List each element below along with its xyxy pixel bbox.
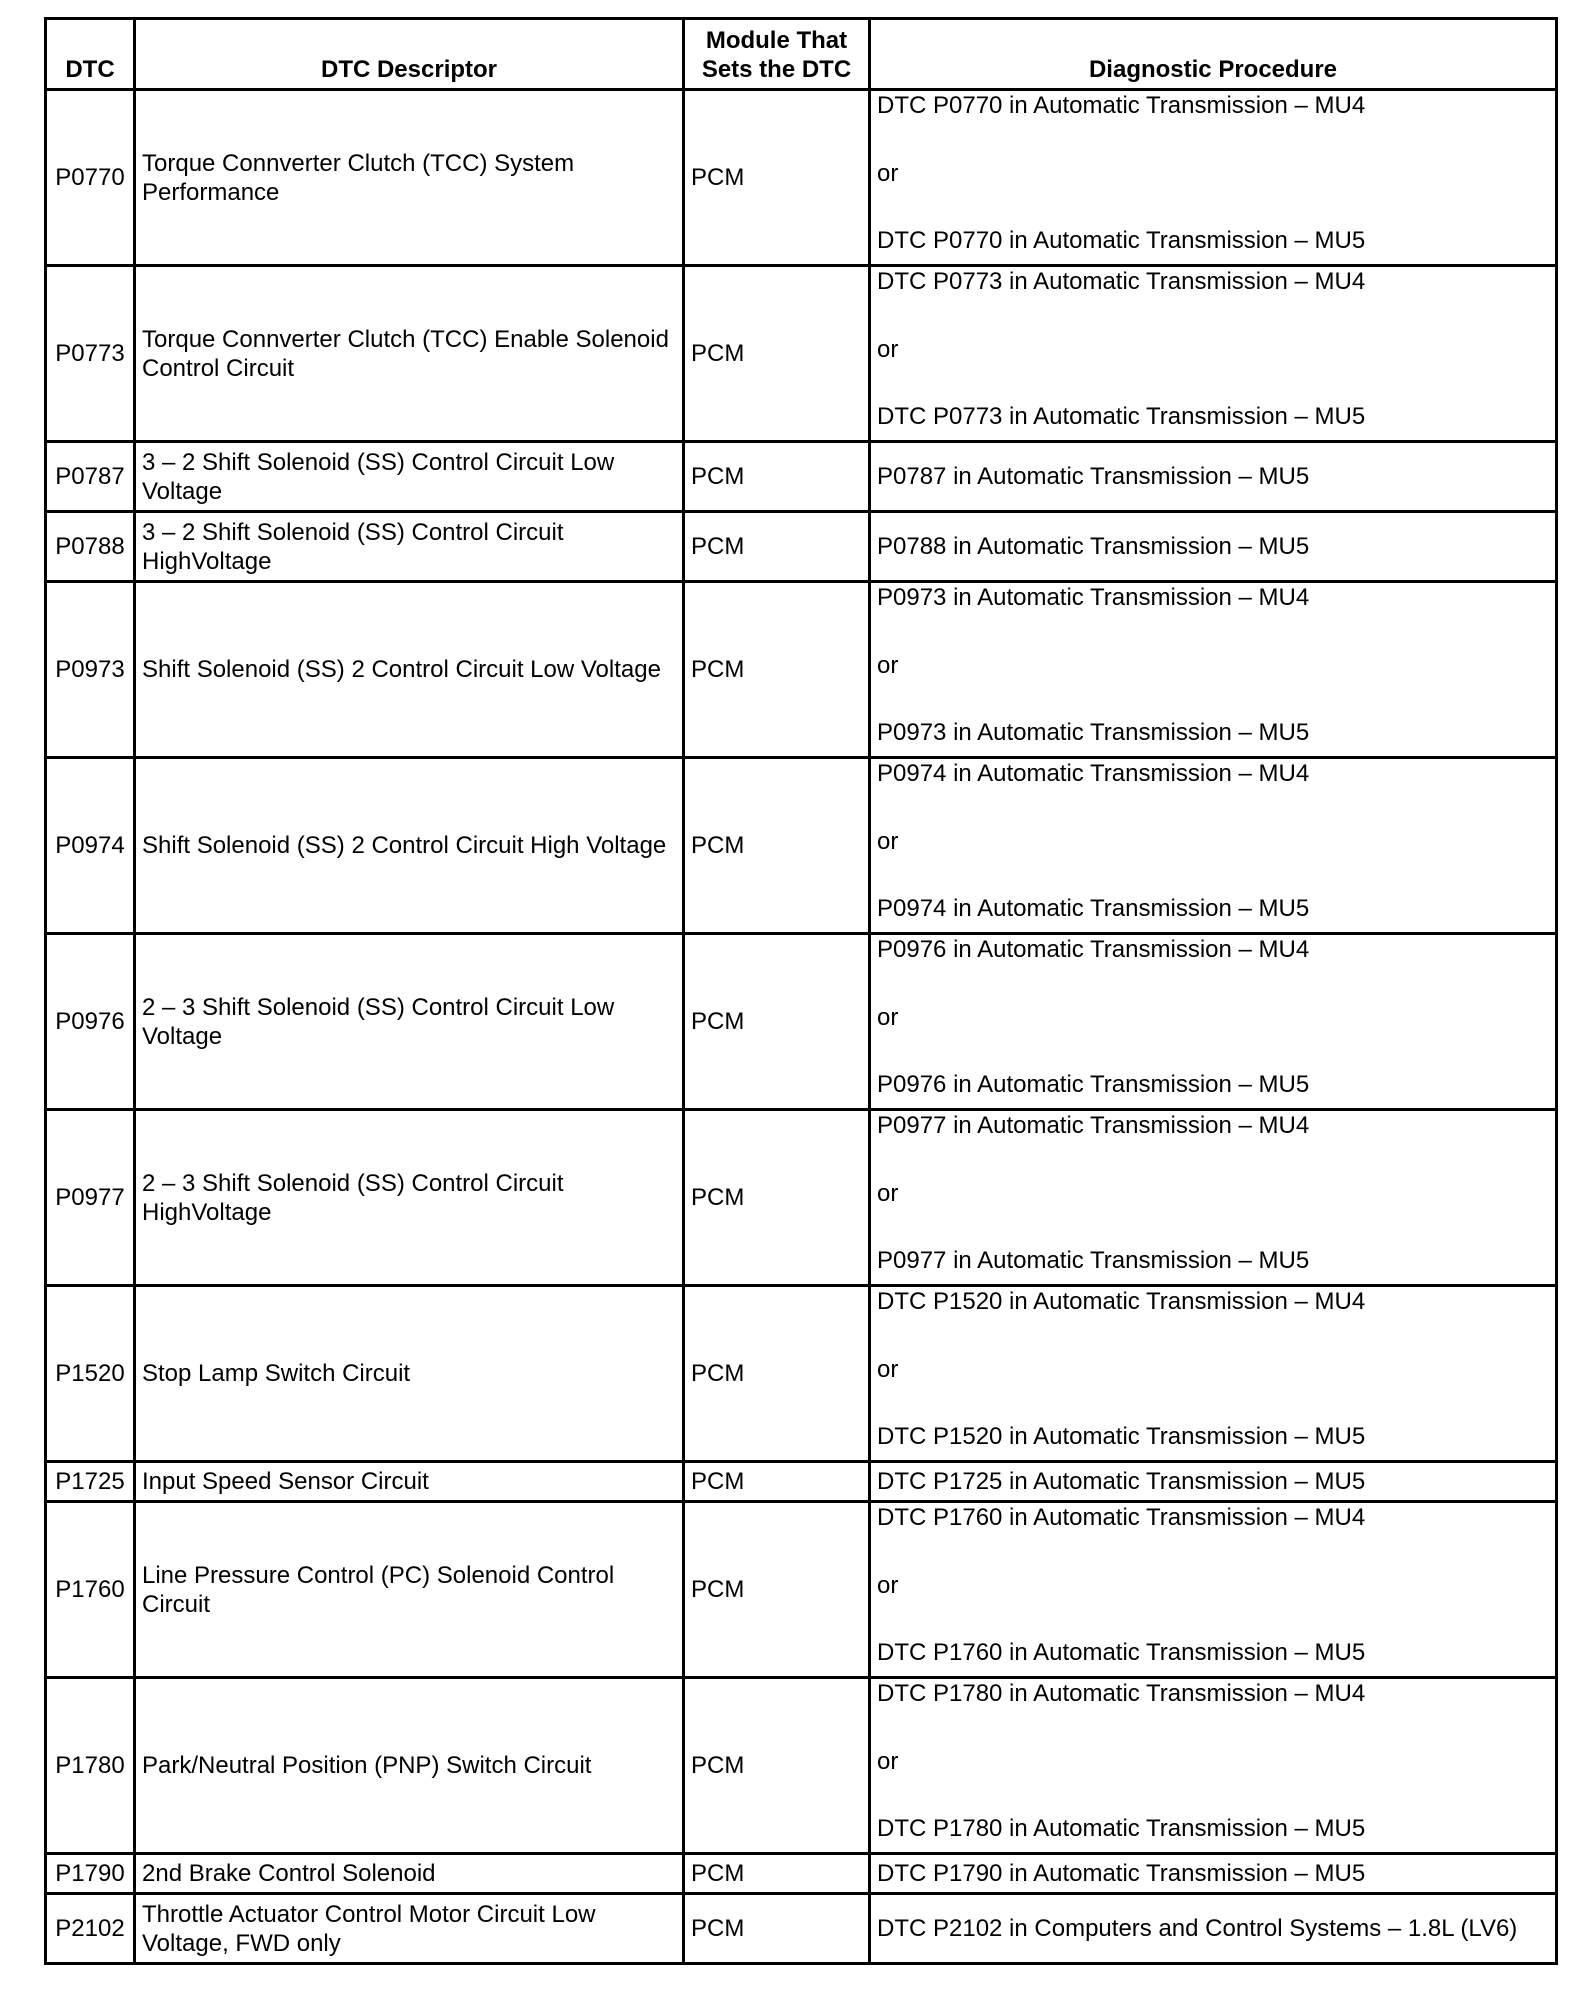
dtc-descriptor: Torque Connverter Clutch (TCC) Enable Solenoid Control Circuit bbox=[135, 266, 684, 442]
table-row bbox=[46, 1110, 1557, 1286]
module: PCM bbox=[684, 1854, 870, 1894]
module: PCM bbox=[684, 266, 870, 442]
diagnostic-procedure bbox=[870, 582, 1557, 758]
header-module bbox=[684, 19, 870, 90]
module: PCM bbox=[684, 90, 870, 266]
procedure-line: DTC P0773 in Automatic Transmission – MU4 bbox=[877, 268, 1366, 295]
procedure-stack bbox=[877, 935, 1549, 1099]
module: PCM bbox=[684, 512, 870, 582]
procedure-or: or bbox=[877, 159, 899, 187]
table-row bbox=[46, 1502, 1557, 1678]
diagnostic-procedure bbox=[870, 1286, 1557, 1462]
dtc-code: P2102 bbox=[46, 1894, 135, 1964]
dtc-code: P0787 bbox=[46, 442, 135, 512]
procedure-or: or bbox=[877, 1571, 899, 1599]
table-row bbox=[46, 442, 1557, 512]
procedure-line: P0976 in Automatic Transmission – MU4 bbox=[877, 936, 1310, 963]
table-row bbox=[46, 582, 1557, 758]
dtc-code: P1790 bbox=[46, 1854, 135, 1894]
procedure-stack bbox=[877, 1503, 1549, 1667]
dtc-code: P0773 bbox=[46, 266, 135, 442]
table-row bbox=[46, 512, 1557, 582]
dtc-descriptor: Line Pressure Control (PC) Solenoid Control Circuit bbox=[135, 1502, 684, 1678]
table-row bbox=[46, 1286, 1557, 1462]
table-row bbox=[46, 266, 1557, 442]
module: PCM bbox=[684, 1110, 870, 1286]
procedure-line: P0976 in Automatic Transmission – MU5 bbox=[877, 1071, 1310, 1098]
procedure-line: DTC P0770 in Automatic Transmission – MU5 bbox=[877, 227, 1366, 254]
diagnostic-procedure bbox=[870, 90, 1557, 266]
procedure-or: or bbox=[877, 1179, 899, 1207]
procedure-line: P0977 in Automatic Transmission – MU5 bbox=[877, 1247, 1310, 1274]
dtc-code: P0770 bbox=[46, 90, 135, 266]
dtc-descriptor: 2nd Brake Control Solenoid bbox=[135, 1854, 684, 1894]
table-row bbox=[46, 1894, 1557, 1964]
table-row bbox=[46, 1462, 1557, 1502]
diagnostic-procedure bbox=[870, 1502, 1557, 1678]
module: PCM bbox=[684, 934, 870, 1110]
table-row bbox=[46, 1678, 1557, 1854]
diagnostic-procedure: DTC P1725 in Automatic Transmission – MU5 bbox=[870, 1462, 1557, 1502]
dtc-code: P0974 bbox=[46, 758, 135, 934]
procedure-line: P0973 in Automatic Transmission – MU4 bbox=[877, 584, 1310, 611]
dtc-code: P1760 bbox=[46, 1502, 135, 1678]
dtc-code: P1780 bbox=[46, 1678, 135, 1854]
module: PCM bbox=[684, 1894, 870, 1964]
module: PCM bbox=[684, 758, 870, 934]
module: PCM bbox=[684, 1286, 870, 1462]
dtc-descriptor: Input Speed Sensor Circuit bbox=[135, 1462, 684, 1502]
dtc-descriptor: 3 – 2 Shift Solenoid (SS) Control Circuit HighVoltage bbox=[135, 512, 684, 582]
procedure-or: or bbox=[877, 1747, 899, 1775]
procedure-stack bbox=[877, 1111, 1549, 1275]
dtc-descriptor: Throttle Actuator Control Motor Circuit Low Voltage, FWD only bbox=[135, 1894, 684, 1964]
table-row bbox=[46, 1854, 1557, 1894]
procedure-stack bbox=[877, 1287, 1549, 1451]
module: PCM bbox=[684, 1678, 870, 1854]
dtc-code: P0976 bbox=[46, 934, 135, 1110]
dtc-descriptor: Park/Neutral Position (PNP) Switch Circuit bbox=[135, 1678, 684, 1854]
diagnostic-procedure bbox=[870, 1110, 1557, 1286]
procedure-or: or bbox=[877, 651, 899, 679]
diagnostic-procedure bbox=[870, 758, 1557, 934]
diagnostic-procedure: DTC P1790 in Automatic Transmission – MU5 bbox=[870, 1854, 1557, 1894]
dtc-descriptor: Stop Lamp Switch Circuit bbox=[135, 1286, 684, 1462]
module: PCM bbox=[684, 442, 870, 512]
dtc-table bbox=[44, 17, 1558, 1965]
dtc-code: P0973 bbox=[46, 582, 135, 758]
dtc-descriptor: 3 – 2 Shift Solenoid (SS) Control Circuit Low Voltage bbox=[135, 442, 684, 512]
dtc-code: P0977 bbox=[46, 1110, 135, 1286]
procedure-line: DTC P1780 in Automatic Transmission – MU4 bbox=[877, 1680, 1366, 1707]
module: PCM bbox=[684, 1502, 870, 1678]
procedure-line: DTC P0773 in Automatic Transmission – MU5 bbox=[877, 403, 1366, 430]
procedure-line: DTC P0770 in Automatic Transmission – MU4 bbox=[877, 92, 1366, 119]
procedure-line: DTC P1760 in Automatic Transmission – MU5 bbox=[877, 1639, 1366, 1666]
procedure-line: P0973 in Automatic Transmission – MU5 bbox=[877, 719, 1310, 746]
diagnostic-procedure: P0787 in Automatic Transmission – MU5 bbox=[870, 442, 1557, 512]
procedure-line: DTC P1520 in Automatic Transmission – MU5 bbox=[877, 1423, 1366, 1450]
dtc-code: P1725 bbox=[46, 1462, 135, 1502]
procedure-stack bbox=[877, 1679, 1549, 1843]
dtc-descriptor: Shift Solenoid (SS) 2 Control Circuit High Voltage bbox=[135, 758, 684, 934]
procedure-line: P0977 in Automatic Transmission – MU4 bbox=[877, 1112, 1310, 1139]
header-row bbox=[46, 19, 1557, 90]
diagnostic-procedure bbox=[870, 1678, 1557, 1854]
procedure-stack bbox=[877, 91, 1549, 255]
table-row bbox=[46, 90, 1557, 266]
diagnostic-procedure: DTC P2102 in Computers and Control Systems – 1.8L (LV6) bbox=[870, 1894, 1557, 1964]
procedure-line: DTC P1520 in Automatic Transmission – MU4 bbox=[877, 1288, 1366, 1315]
procedure-stack bbox=[877, 267, 1549, 431]
procedure-stack bbox=[877, 759, 1549, 923]
procedure-line: DTC P1780 in Automatic Transmission – MU5 bbox=[877, 1815, 1366, 1842]
table-row bbox=[46, 758, 1557, 934]
header-descriptor: DTC Descriptor bbox=[135, 19, 684, 90]
diagnostic-procedure: P0788 in Automatic Transmission – MU5 bbox=[870, 512, 1557, 582]
dtc-descriptor: 2 – 3 Shift Solenoid (SS) Control Circuit HighVoltage bbox=[135, 1110, 684, 1286]
header-procedure: Diagnostic Procedure bbox=[870, 19, 1557, 90]
procedure-line: P0974 in Automatic Transmission – MU4 bbox=[877, 760, 1310, 787]
dtc-descriptor: 2 – 3 Shift Solenoid (SS) Control Circuit Low Voltage bbox=[135, 934, 684, 1110]
header-module-line1: Module That bbox=[705, 27, 848, 54]
diagnostic-procedure bbox=[870, 934, 1557, 1110]
procedure-or: or bbox=[877, 1355, 899, 1383]
module: PCM bbox=[684, 582, 870, 758]
procedure-or: or bbox=[877, 827, 899, 855]
table-body bbox=[46, 90, 1557, 1964]
table-row bbox=[46, 934, 1557, 1110]
dtc-descriptor: Torque Connverter Clutch (TCC) System Performance bbox=[135, 90, 684, 266]
procedure-stack bbox=[877, 583, 1549, 747]
dtc-code: P1520 bbox=[46, 1286, 135, 1462]
procedure-line: P0974 in Automatic Transmission – MU5 bbox=[877, 895, 1310, 922]
procedure-line: DTC P1760 in Automatic Transmission – MU4 bbox=[877, 1504, 1366, 1531]
procedure-or: or bbox=[877, 1003, 899, 1031]
procedure-or: or bbox=[877, 335, 899, 363]
header-module-line2: Sets the DTC bbox=[701, 56, 852, 83]
diagnostic-procedure bbox=[870, 266, 1557, 442]
module: PCM bbox=[684, 1462, 870, 1502]
dtc-code: P0788 bbox=[46, 512, 135, 582]
header-dtc: DTC bbox=[46, 19, 135, 90]
dtc-descriptor: Shift Solenoid (SS) 2 Control Circuit Low Voltage bbox=[135, 582, 684, 758]
